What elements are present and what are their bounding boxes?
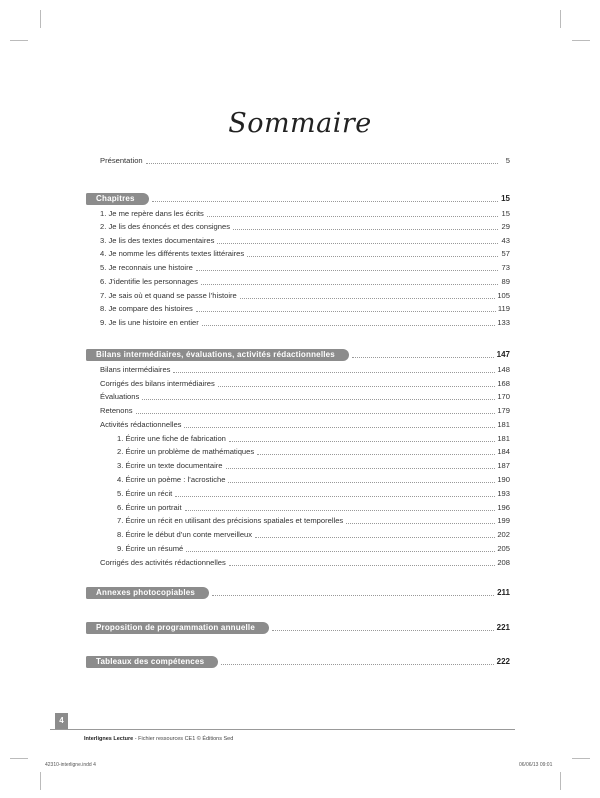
- toc-page: 181: [497, 434, 510, 443]
- toc-page: 199: [497, 516, 510, 525]
- footer-rule: [50, 729, 515, 730]
- crop-mark: [572, 758, 590, 759]
- toc-label: Corrigés des activités rédactionnelles: [100, 558, 226, 567]
- toc-page: 184: [497, 447, 510, 456]
- leader-dots: [346, 522, 495, 524]
- toc-label: 6. Écrire un portrait: [117, 503, 182, 512]
- toc-item[interactable]: [100, 419, 510, 430]
- page-title: Sommaire: [228, 108, 372, 139]
- leader-dots: [247, 255, 498, 257]
- toc-chapter[interactable]: [100, 208, 510, 219]
- toc-label: Corrigés des bilans intermédiaires: [100, 379, 215, 388]
- toc-page: 5: [505, 156, 510, 165]
- section-page: 211: [497, 588, 510, 597]
- toc-page: 205: [497, 544, 510, 553]
- toc-page: 202: [497, 530, 510, 539]
- leader-dots: [142, 398, 495, 400]
- toc-label: 6. J’identifie les personnages: [100, 277, 198, 286]
- section-annexes[interactable]: [86, 586, 510, 599]
- toc-sub-item[interactable]: [117, 488, 510, 499]
- section-heading: Annexes photocopiables: [86, 587, 209, 599]
- leader-dots: [229, 440, 495, 442]
- leader-dots: [212, 595, 494, 596]
- toc-label: 4. Écrire un poème : l’acrostiche: [117, 475, 226, 484]
- toc-label: 1. Je me repère dans les écrits: [100, 209, 204, 218]
- leader-dots: [229, 564, 496, 566]
- leader-dots: [196, 269, 498, 271]
- leader-dots: [202, 324, 496, 326]
- toc-page: 148: [497, 365, 510, 374]
- toc-item[interactable]: [100, 364, 510, 375]
- leader-dots: [173, 371, 495, 373]
- toc-label: Évaluations: [100, 392, 140, 401]
- toc-chapter[interactable]: [100, 276, 510, 287]
- toc-page: 89: [501, 277, 510, 286]
- toc-label: 8. Écrire le début d’un conte merveilleux: [117, 530, 253, 539]
- section-page: 15: [501, 194, 510, 203]
- section-bilans[interactable]: [86, 348, 510, 361]
- leader-dots: [196, 310, 496, 312]
- leader-dots: [257, 453, 495, 455]
- leader-dots: [186, 550, 495, 552]
- toc-page: 196: [497, 503, 510, 512]
- toc-sub-item[interactable]: [117, 502, 510, 513]
- toc-label: Activités rédactionnelles: [100, 420, 182, 429]
- toc-item[interactable]: [100, 405, 510, 416]
- toc-label: 7. Je sais où et quand se passe l’histoire: [100, 291, 237, 300]
- toc-chapter[interactable]: [100, 221, 510, 232]
- toc-label: Bilans intermédiaires: [100, 365, 171, 374]
- toc-page: 187: [497, 461, 510, 470]
- leader-dots: [221, 664, 493, 665]
- toc-item[interactable]: [100, 391, 510, 402]
- footer-credit: [84, 736, 233, 742]
- leader-dots: [240, 297, 496, 299]
- toc-page: 57: [501, 249, 510, 258]
- toc-item[interactable]: [100, 378, 510, 389]
- toc-sub-item[interactable]: [117, 515, 510, 526]
- toc-page: 193: [497, 489, 510, 498]
- toc-page: 43: [501, 236, 510, 245]
- leader-dots: [217, 242, 498, 244]
- crop-mark: [560, 10, 561, 28]
- crop-mark: [10, 758, 28, 759]
- toc-presentation[interactable]: [100, 155, 510, 166]
- book-title: Interlignes Lecture: [84, 736, 134, 742]
- crop-mark: [560, 772, 561, 790]
- toc-item[interactable]: [100, 557, 510, 568]
- toc-page: 208: [497, 558, 510, 567]
- toc-sub-item[interactable]: [117, 529, 510, 540]
- section-heading: Proposition de programmation annuelle: [86, 622, 269, 634]
- slug-date: 06/06/13 09:01: [519, 762, 553, 768]
- leader-dots: [207, 215, 498, 217]
- leader-dots: [272, 630, 494, 631]
- toc-sub-item[interactable]: [117, 543, 510, 554]
- toc-page: 29: [501, 222, 510, 231]
- section-programmation[interactable]: [86, 621, 510, 634]
- toc-label: 9. Écrire un résumé: [117, 544, 184, 553]
- section-heading: Bilans intermédiaires, évaluations, activités rédactionnelles: [86, 349, 349, 361]
- toc-label: 2. Écrire un problème de mathématiques: [117, 447, 255, 456]
- toc-label: 3. Je lis des textes documentaires: [100, 236, 215, 245]
- toc-page: 190: [497, 475, 510, 484]
- toc-chapter[interactable]: [100, 303, 510, 314]
- leader-dots: [218, 385, 496, 387]
- leader-dots: [233, 228, 498, 230]
- leader-dots: [184, 426, 495, 428]
- toc-page: 181: [497, 420, 510, 429]
- leader-dots: [136, 412, 496, 414]
- toc-page: 133: [497, 318, 510, 327]
- toc-label: 8. Je compare des histoires: [100, 304, 193, 313]
- toc-label: 2. Je lis des énoncés et des consignes: [100, 222, 231, 231]
- leader-dots: [255, 536, 495, 538]
- toc-label: 9. Je lis une histoire en entier: [100, 318, 199, 327]
- toc-chapter[interactable]: [100, 317, 510, 328]
- crop-mark: [40, 772, 41, 790]
- toc-label: 5. Je reconnais une histoire: [100, 263, 193, 272]
- toc-sub-item[interactable]: [117, 433, 510, 444]
- toc-chapter[interactable]: [100, 290, 510, 301]
- toc-sub-item[interactable]: [117, 446, 510, 457]
- toc-page: 105: [497, 291, 510, 300]
- toc-label: 5. Écrire un récit: [117, 489, 173, 498]
- leader-dots: [175, 495, 495, 497]
- toc-page: 73: [501, 263, 510, 272]
- toc-label: 4. Je nomme les différents textes littéraires: [100, 249, 245, 258]
- toc-page: 170: [497, 392, 510, 401]
- section-heading: Chapitres: [86, 193, 149, 205]
- book-subtitle: - Fichier ressources CE1 © Éditions Sed: [133, 736, 234, 742]
- leader-dots: [226, 467, 496, 469]
- toc-page: 168: [497, 379, 510, 388]
- leader-dots: [152, 201, 498, 202]
- page-number: 4: [55, 713, 68, 729]
- crop-mark: [572, 40, 590, 41]
- toc-chapter[interactable]: [100, 248, 510, 259]
- crop-mark: [10, 40, 28, 41]
- section-page: 221: [496, 623, 510, 632]
- toc-sub-item[interactable]: [117, 460, 510, 471]
- toc-label: 1. Écrire une fiche de fabrication: [117, 434, 226, 443]
- section-page: 147: [496, 350, 510, 359]
- toc-chapter[interactable]: [100, 235, 510, 246]
- leader-dots: [185, 509, 496, 511]
- toc-label: Retenons: [100, 406, 133, 415]
- toc-page: 119: [497, 304, 510, 313]
- leader-dots: [146, 162, 498, 164]
- toc-chapter[interactable]: [100, 262, 510, 273]
- leader-dots: [352, 357, 494, 358]
- section-competences[interactable]: [86, 655, 510, 668]
- toc-page: 179: [497, 406, 510, 415]
- section-chapitres[interactable]: [86, 192, 510, 205]
- section-page: 222: [496, 657, 510, 666]
- slug-filename: 42310-interligne.indd 4: [45, 762, 96, 768]
- leader-dots: [201, 283, 498, 285]
- toc-sub-item[interactable]: [117, 474, 510, 485]
- leader-dots: [228, 481, 495, 483]
- toc-label: 3. Écrire un texte documentaire: [117, 461, 223, 470]
- crop-mark: [40, 10, 41, 28]
- toc-page: 15: [501, 209, 510, 218]
- toc-label: Présentation: [100, 156, 143, 165]
- toc-label: 7. Écrire un récit en utilisant des précisions spatiales et temporelles: [117, 516, 344, 525]
- section-heading: Tableaux des compétences: [86, 656, 218, 668]
